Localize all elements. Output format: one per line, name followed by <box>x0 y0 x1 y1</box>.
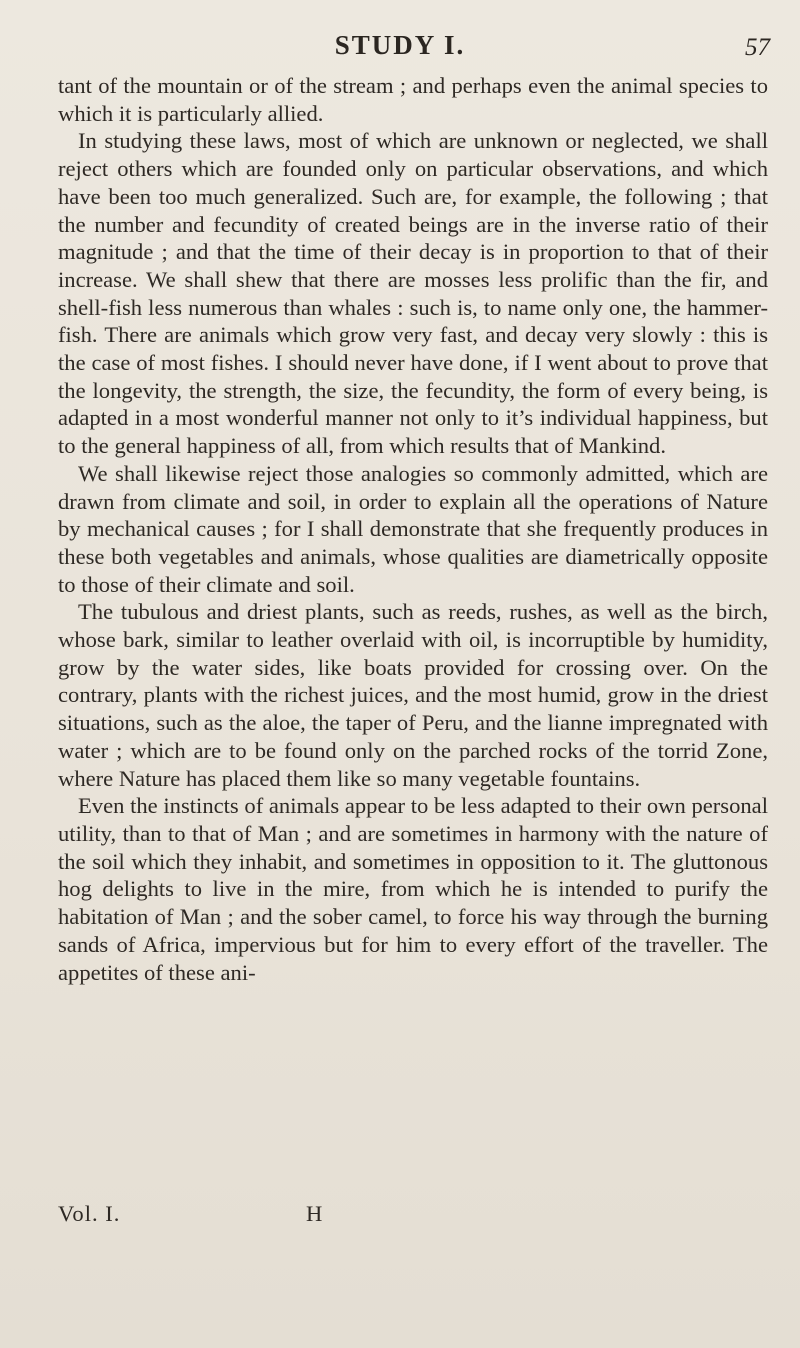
paragraph: In studying these laws, most of which are unknown or neglected, we shall reject others which are founded only on particular observations, and which have been too much generalized. Such are, for example, the following ; that the number and fecundity of created beings are in the inverse ratio of their magnitude ; and that the time of their decay is in proportion to that of their increase. We shall shew that there are mosses less prolific than the fir, and shell-fish less numerous than whales : such is, to name only one, the hammer-fish. There are animals which grow very fast, and decay very slowly : this is the case of most fishes. I should never have done, if I went about to prove that the longevity, the strength, the size, the fecundity, the form of every being, is adapted in a most wonderful manner not only to it’s individual happiness, but to the general happiness of all, from which results that of Mankind. <box>58 128 768 459</box>
paragraph: Even the instincts of animals appear to be less adapted to their own personal utility, than to that of Man ; and are sometimes in harmony with the nature of the soil which they inhabit, and sometimes in opposition to it. The gluttonous hog delights to live in the mire, from which he is intended to purify the habitation of Man ; and the sober camel, to force his way through the burning sands of Africa, impervious but for him to every effort of the traveller. The appetites of these ani- <box>58 793 768 985</box>
body-text <box>58 72 768 986</box>
page-footer <box>58 1201 768 1231</box>
paragraph: The tubulous and driest plants, such as reeds, rushes, as well as the birch, whose bark, similar to leather overlaid with oil, is incorruptible by humidity, grow by the water sides, like boats provided for crossing over. On the contrary, plants with the richest juices, and the most humid, grow in the driest situations, such as the aloe, the taper of Peru, and the lianne impregnated with water ; which are to be found only on the parched rocks of the torrid Zone, where Nature has placed them like so many vegetable fountains. <box>58 599 768 791</box>
running-title: STUDY I. <box>334 30 466 60</box>
running-head <box>0 30 800 64</box>
volume-mark: Vol. I. <box>58 1201 121 1226</box>
paragraph: tant of the mountain or of the stream ; and perhaps even the animal species to which it is particularly allied. <box>58 73 768 126</box>
paragraph: We shall likewise reject those analogies so commonly admitted, which are drawn from climate and soil, in order to explain all the operations of Nature by mechanical causes ; for I shall demonstrate that she frequently produces in these both vegetables and animals, whose qualities are diametrically opposite to those of their climate and soil. <box>58 460 768 597</box>
page-number: 57 <box>745 34 770 61</box>
signature-mark: H <box>306 1201 323 1226</box>
